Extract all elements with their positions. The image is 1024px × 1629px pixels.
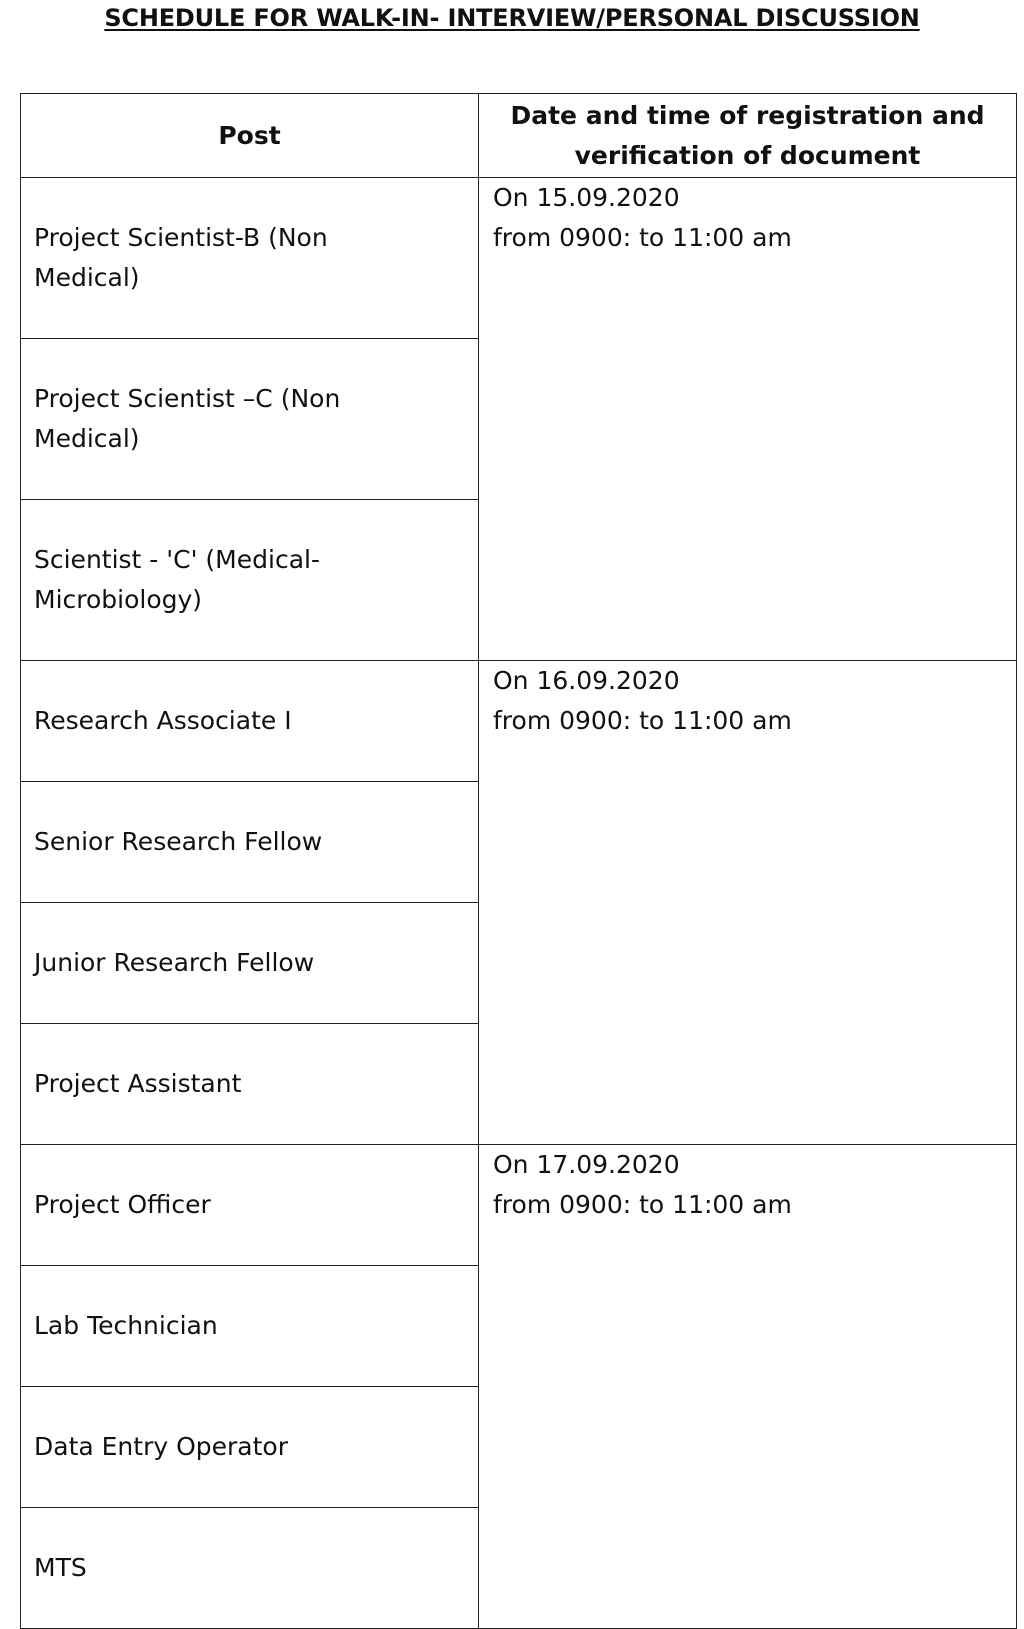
post-cell <box>21 178 479 339</box>
post-cell <box>21 782 479 903</box>
header-row <box>21 94 1017 178</box>
table-row <box>21 661 1017 782</box>
post-cell <box>21 1508 479 1629</box>
post-name: Scientist - 'C' (Medical- Microbiology) <box>34 545 320 614</box>
schedule-time: from 0900: to 11:00 am <box>493 1190 792 1219</box>
post-name: Project Assistant <box>34 1069 242 1098</box>
post-name: Data Entry Operator <box>34 1432 289 1461</box>
post-cell <box>21 500 479 661</box>
post-cell <box>21 1024 479 1145</box>
post-name: Lab Technician <box>34 1311 218 1340</box>
document-title <box>0 2 1024 34</box>
post-cell <box>21 903 479 1024</box>
header-post: Post <box>21 94 479 178</box>
post-name: Research Associate I <box>34 706 292 735</box>
schedule-time: from 0900: to 11:00 am <box>493 706 792 735</box>
schedule-cell <box>479 1145 1017 1629</box>
post-name: Project Scientist-B (Non Medical) <box>34 223 328 292</box>
post-cell <box>21 339 479 500</box>
post-name: Project Officer <box>34 1190 211 1219</box>
post-cell <box>21 1387 479 1508</box>
table-row <box>21 178 1017 339</box>
post-name: Junior Research Fellow <box>34 948 315 977</box>
post-name: MTS <box>34 1553 87 1582</box>
post-name: Project Scientist –C (Non Medical) <box>34 384 341 453</box>
schedule-cell <box>479 661 1017 1145</box>
table-row <box>21 1145 1017 1266</box>
schedule-time: from 0900: to 11:00 am <box>493 223 792 252</box>
schedule-date: On 15.09.2020 <box>493 183 680 212</box>
schedule-date: On 17.09.2020 <box>493 1150 680 1179</box>
post-name: Senior Research Fellow <box>34 827 323 856</box>
schedule-cell <box>479 178 1017 661</box>
post-cell <box>21 1145 479 1266</box>
schedule-date: On 16.09.2020 <box>493 666 680 695</box>
document-title-text: SCHEDULE FOR WALK-IN- INTERVIEW/PERSONAL DISCUSSION <box>104 4 920 32</box>
schedule-table <box>20 93 1017 1629</box>
header-schedule: Date and time of registration and verification of document <box>479 94 1017 178</box>
post-cell <box>21 1266 479 1387</box>
post-cell <box>21 661 479 782</box>
